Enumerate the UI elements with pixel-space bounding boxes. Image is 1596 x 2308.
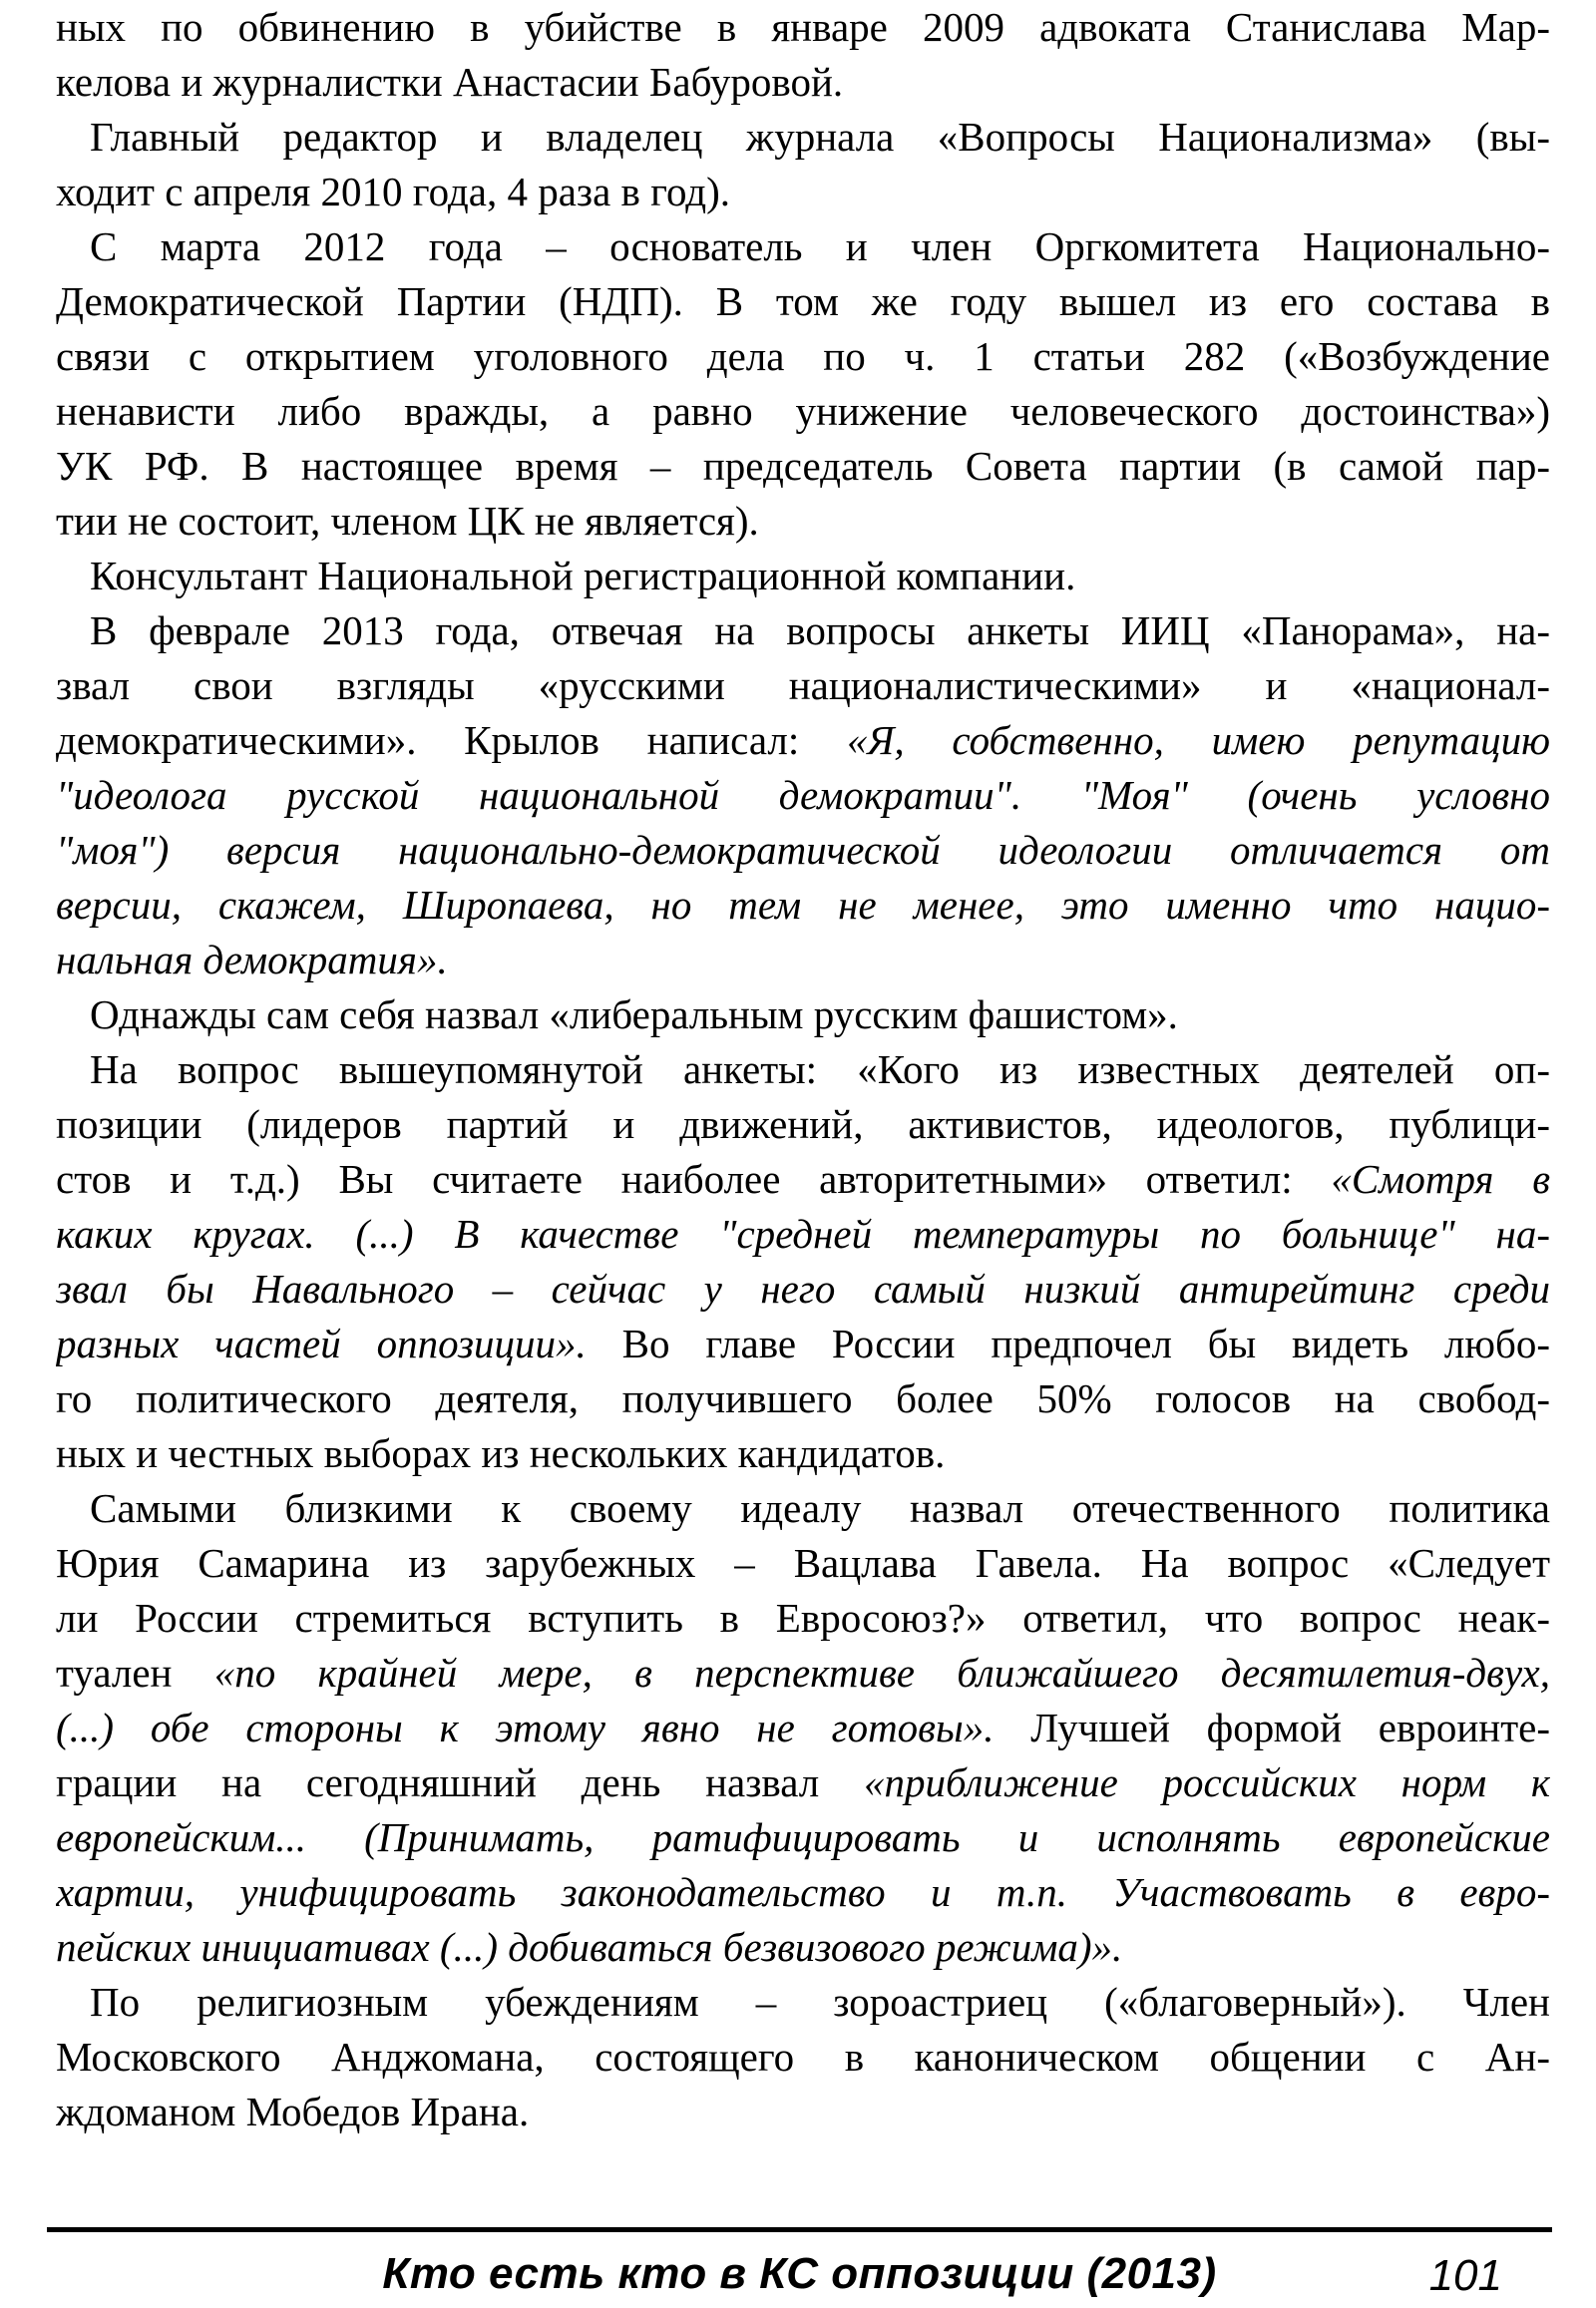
text-line (56, 1152, 1550, 1207)
text-line (56, 219, 1550, 274)
text-line (56, 1865, 1550, 1920)
text-line (56, 1262, 1550, 1317)
quote-italic-segment: "моя") версия национально-демократической идеологии отличается от (56, 827, 1550, 873)
text-segment: ненависти либо вражды, а равно унижение человеческого достоинства») (56, 388, 1550, 434)
paragraph (56, 110, 1550, 219)
text-segment: тии не состоит, членом ЦК не является). (56, 498, 759, 544)
paragraph (56, 1481, 1550, 1975)
page-footer (47, 2227, 1552, 2300)
text-segment: С марта 2012 года – основатель и член Оргкомитета Национально- (90, 223, 1550, 269)
text-line (56, 165, 1550, 219)
text-line (56, 1371, 1550, 1426)
text-segment: связи с открытием уголовного дела по ч. 1 статьи 282 («Возбуждение (56, 333, 1550, 379)
page-number: 101 (1428, 2251, 1502, 2300)
text-segment: Самыми близкими к своему идеалу назвал отечественного политика (90, 1485, 1550, 1531)
quote-italic-segment: звал бы Навального – сейчас у него самый низкий антирейтинг среди (56, 1266, 1550, 1312)
quote-italic-segment: (...) обе стороны к этому явно не готовы». (56, 1705, 995, 1750)
text-segment: го политического деятеля, получившего более 50% голосов на свобод- (56, 1375, 1550, 1421)
text-segment: звал свои взгляды «русскими националистическими» и «национал- (56, 662, 1550, 708)
text-line (56, 494, 1550, 549)
text-segment: На вопрос вышеупомянутой анкеты: «Кого из известных деятелей оп- (90, 1046, 1550, 1092)
text-segment: Однажды сам себя назвал «либеральным русским фашистом». (90, 991, 1178, 1037)
quote-italic-segment: «приближение российских норм к (863, 1759, 1550, 1805)
text-line (56, 1097, 1550, 1152)
text-line (56, 1701, 1550, 1755)
text-segment: Во главе России предпочел бы видеть любо- (586, 1321, 1550, 1366)
text-line (56, 1975, 1550, 2030)
paragraph (56, 0, 1550, 110)
text-line (56, 1207, 1550, 1262)
text-line (56, 329, 1550, 384)
text-line (56, 1426, 1550, 1481)
text-line (56, 1646, 1550, 1701)
text-segment: позиции (лидеров партий и движений, активистов, идеологов, публици- (56, 1101, 1550, 1147)
text-segment: туален (56, 1650, 214, 1696)
text-line (56, 603, 1550, 658)
text-line (56, 384, 1550, 439)
text-line (56, 1920, 1550, 1975)
text-line (56, 1042, 1550, 1097)
text-segment: ных по обвинению в убийстве в январе 2009 адвоката Станислава Мар- (56, 4, 1550, 50)
quote-italic-segment: хартии, унифицировать законодательство и т.п. Участвовать в евро- (56, 1869, 1550, 1915)
text-line (56, 1481, 1550, 1536)
text-line (56, 2085, 1550, 2139)
text-line (56, 110, 1550, 165)
text-line (56, 1755, 1550, 1810)
article-body (56, 0, 1550, 2139)
text-line (56, 1810, 1550, 1865)
quote-italic-segment: пейских инициативах (...) добиваться безвизового режима)». (56, 1924, 1123, 1970)
text-line (56, 658, 1550, 713)
text-line (56, 274, 1550, 329)
text-segment: Главный редактор и владелец журнала «Вопросы Национализма» (вы- (90, 114, 1550, 160)
text-line (56, 549, 1550, 603)
quote-italic-segment: европейским... (Принимать, ратифицировать и исполнять европейские (56, 1814, 1550, 1860)
text-line (56, 823, 1550, 878)
text-line (56, 1317, 1550, 1371)
text-line (56, 1591, 1550, 1646)
quote-italic-segment: нальная демократия». (56, 937, 448, 982)
quote-italic-segment: каких кругах. (...) В качестве "средней температуры по больнице" на- (56, 1211, 1550, 1257)
text-line (56, 0, 1550, 55)
text-segment: Московского Анджомана, состоящего в каноническом общении с Ан- (56, 2034, 1550, 2080)
text-segment: УК РФ. В настоящее время – председатель Совета партии (в самой пар- (56, 443, 1550, 489)
text-segment: демократическими». Крылов написал: (56, 717, 847, 763)
text-segment: Консультант Национальной регистрационной компании. (90, 553, 1076, 598)
text-segment: В феврале 2013 года, отвечая на вопросы анкеты ИИЦ «Панорама», на- (90, 607, 1550, 653)
paragraph (56, 603, 1550, 987)
quote-italic-segment: "идеолога русской национальной демократии". "Моя" (очень условно (56, 772, 1550, 818)
paragraph (56, 1975, 1550, 2139)
paragraph (56, 219, 1550, 549)
text-line (56, 1536, 1550, 1591)
text-segment: Юрия Самарина из зарубежных – Вацлава Гавела. На вопрос «Следует (56, 1540, 1550, 1586)
text-segment: Демократической Партии (НДП). В том же году вышел из его состава в (56, 278, 1550, 324)
text-line (56, 933, 1550, 987)
text-segment: ходит с апреля 2010 года, 4 раза в год). (56, 169, 731, 214)
quote-italic-segment: версии, скажем, Широпаева, но тем не менее, это именно что нацио- (56, 882, 1550, 928)
text-segment: ных и честных выборах из нескольких кандидатов. (56, 1430, 946, 1476)
footer-rule (47, 2227, 1552, 2232)
text-line (56, 439, 1550, 494)
text-segment: ли России стремиться вступить в Евросоюз?» ответил, что вопрос неак- (56, 1595, 1550, 1641)
quote-italic-segment: «Смотря в (1331, 1156, 1550, 1202)
text-line (56, 55, 1550, 110)
text-line (56, 713, 1550, 768)
text-line (56, 2030, 1550, 2085)
text-segment: ждоманом Мобедов Ирана. (56, 2089, 530, 2134)
paragraph (56, 549, 1550, 603)
text-segment: По религиозным убеждениям – зороастриец («благоверный»). Член (90, 1979, 1550, 2025)
paragraph (56, 1042, 1550, 1481)
text-segment: келова и журналистки Анастасии Бабуровой. (56, 59, 844, 105)
text-segment: стов и т.д.) Вы считаете наиболее авторитетными» ответил: (56, 1156, 1332, 1202)
quote-italic-segment: «по крайней мере, в перспективе ближайшего десятилетия-двух, (213, 1650, 1550, 1696)
text-segment: грации на сегодняшний день назвал (56, 1759, 864, 1805)
quote-italic-segment: «Я, собственно, имею репутацию (846, 717, 1550, 763)
text-line (56, 878, 1550, 933)
text-line (56, 987, 1550, 1042)
quote-italic-segment: разных частей оппозиции». (56, 1321, 587, 1366)
text-line (56, 768, 1550, 823)
footer-row (47, 2248, 1552, 2300)
text-segment: Лучшей формой евроинте- (994, 1705, 1550, 1750)
paragraph (56, 987, 1550, 1042)
running-footer-title: Кто есть кто в КС оппозиции (2013) (382, 2249, 1217, 2298)
